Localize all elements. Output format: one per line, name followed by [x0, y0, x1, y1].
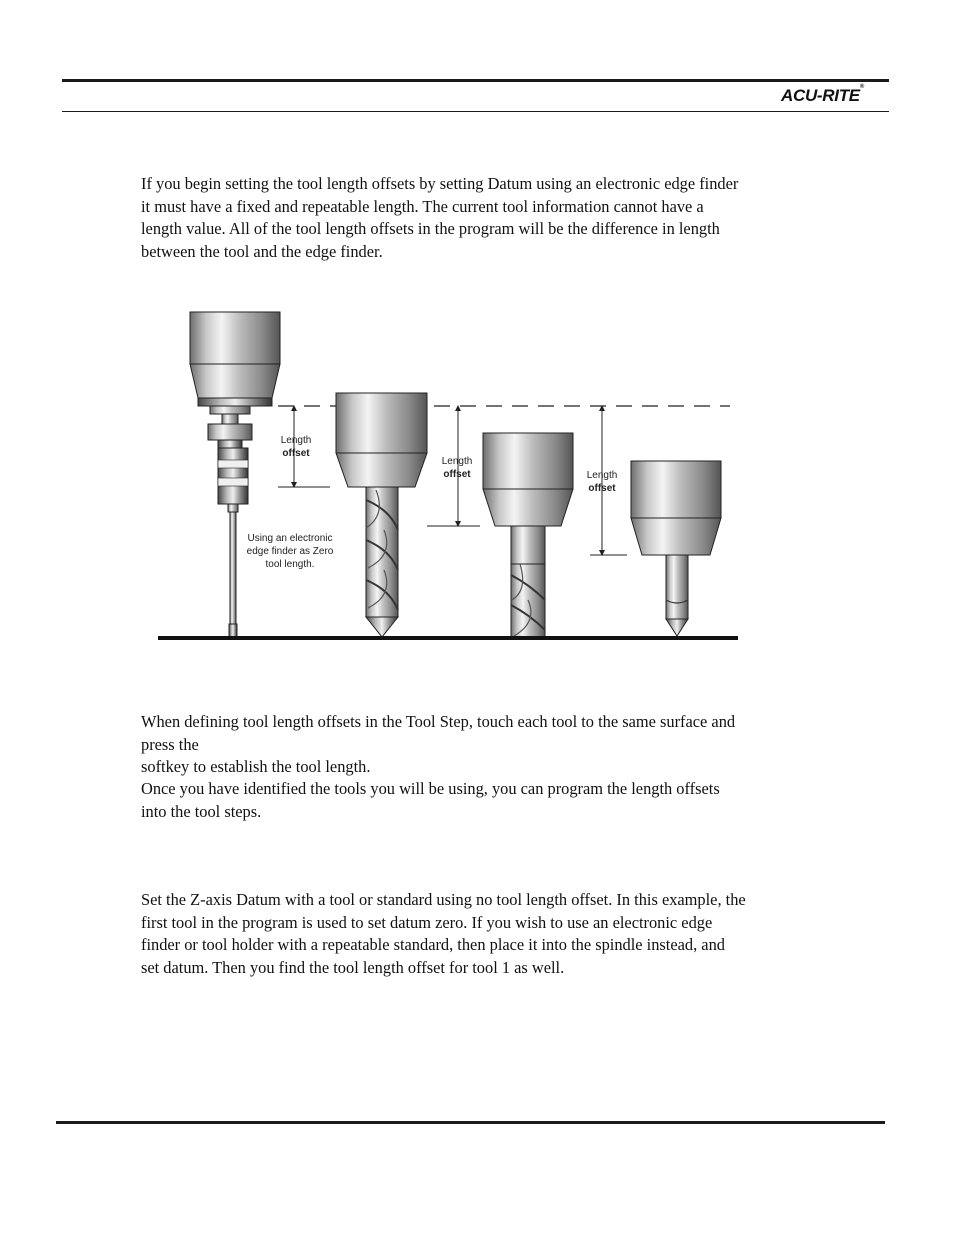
edge-finder-tool [190, 312, 280, 637]
offset-label-3-line1: Length [586, 470, 618, 481]
offset-label-1-line1: Length [280, 435, 312, 446]
offset-label-2-line1: Length [441, 456, 473, 467]
edge-finder-caption-line2: edge finder as Zero [246, 546, 334, 557]
tool-step-paragraph: When defining tool length offsets in the Tool Step, touch each tool to the same surface and press the softkey to establish the tool length. [141, 712, 736, 776]
edge-finder-caption-line3: tool length. [265, 559, 315, 570]
twist-drill-tool [336, 393, 427, 637]
identify-tools-paragraph: Once you have identified the tools you will be using, you can program the length offsets into the tool steps. [141, 779, 720, 821]
edge-finder-caption-line1: Using an electronic [247, 533, 333, 544]
acu-rite-logo: ACU-RITE® [781, 84, 864, 105]
offset-label-2-line2: offset [443, 469, 471, 480]
footer-rule [56, 1121, 885, 1124]
end-mill-tool [483, 433, 573, 637]
work-surface-line [158, 636, 738, 640]
spot-drill-tool [631, 461, 721, 636]
header-rule-thick [62, 79, 889, 82]
offset-label-1-line2: offset [282, 448, 310, 459]
intro-paragraph: If you begin setting the tool length offsets by setting Datum using an electronic edge finder it must have a fixed and repeatable length. The current tool information cannot have a length value. All of the tool length offsets in the program will be the difference in length between the tool and the edge finder. [141, 174, 739, 261]
tool-length-offset-diagram [150, 300, 750, 650]
z-axis-datum-paragraph: Set the Z-axis Datum with a tool or standard using no tool length offset. In this example, the first tool in the program is used to set datum zero. If you wish to use an electronic edge finder or tool holder with a repeatable standard, then place it into the spindle instead, and set datum. Then you find the tool length offset for tool 1 as well. [141, 890, 746, 977]
header-rule-thin [62, 111, 889, 112]
offset-label-3-line2: offset [588, 483, 616, 494]
